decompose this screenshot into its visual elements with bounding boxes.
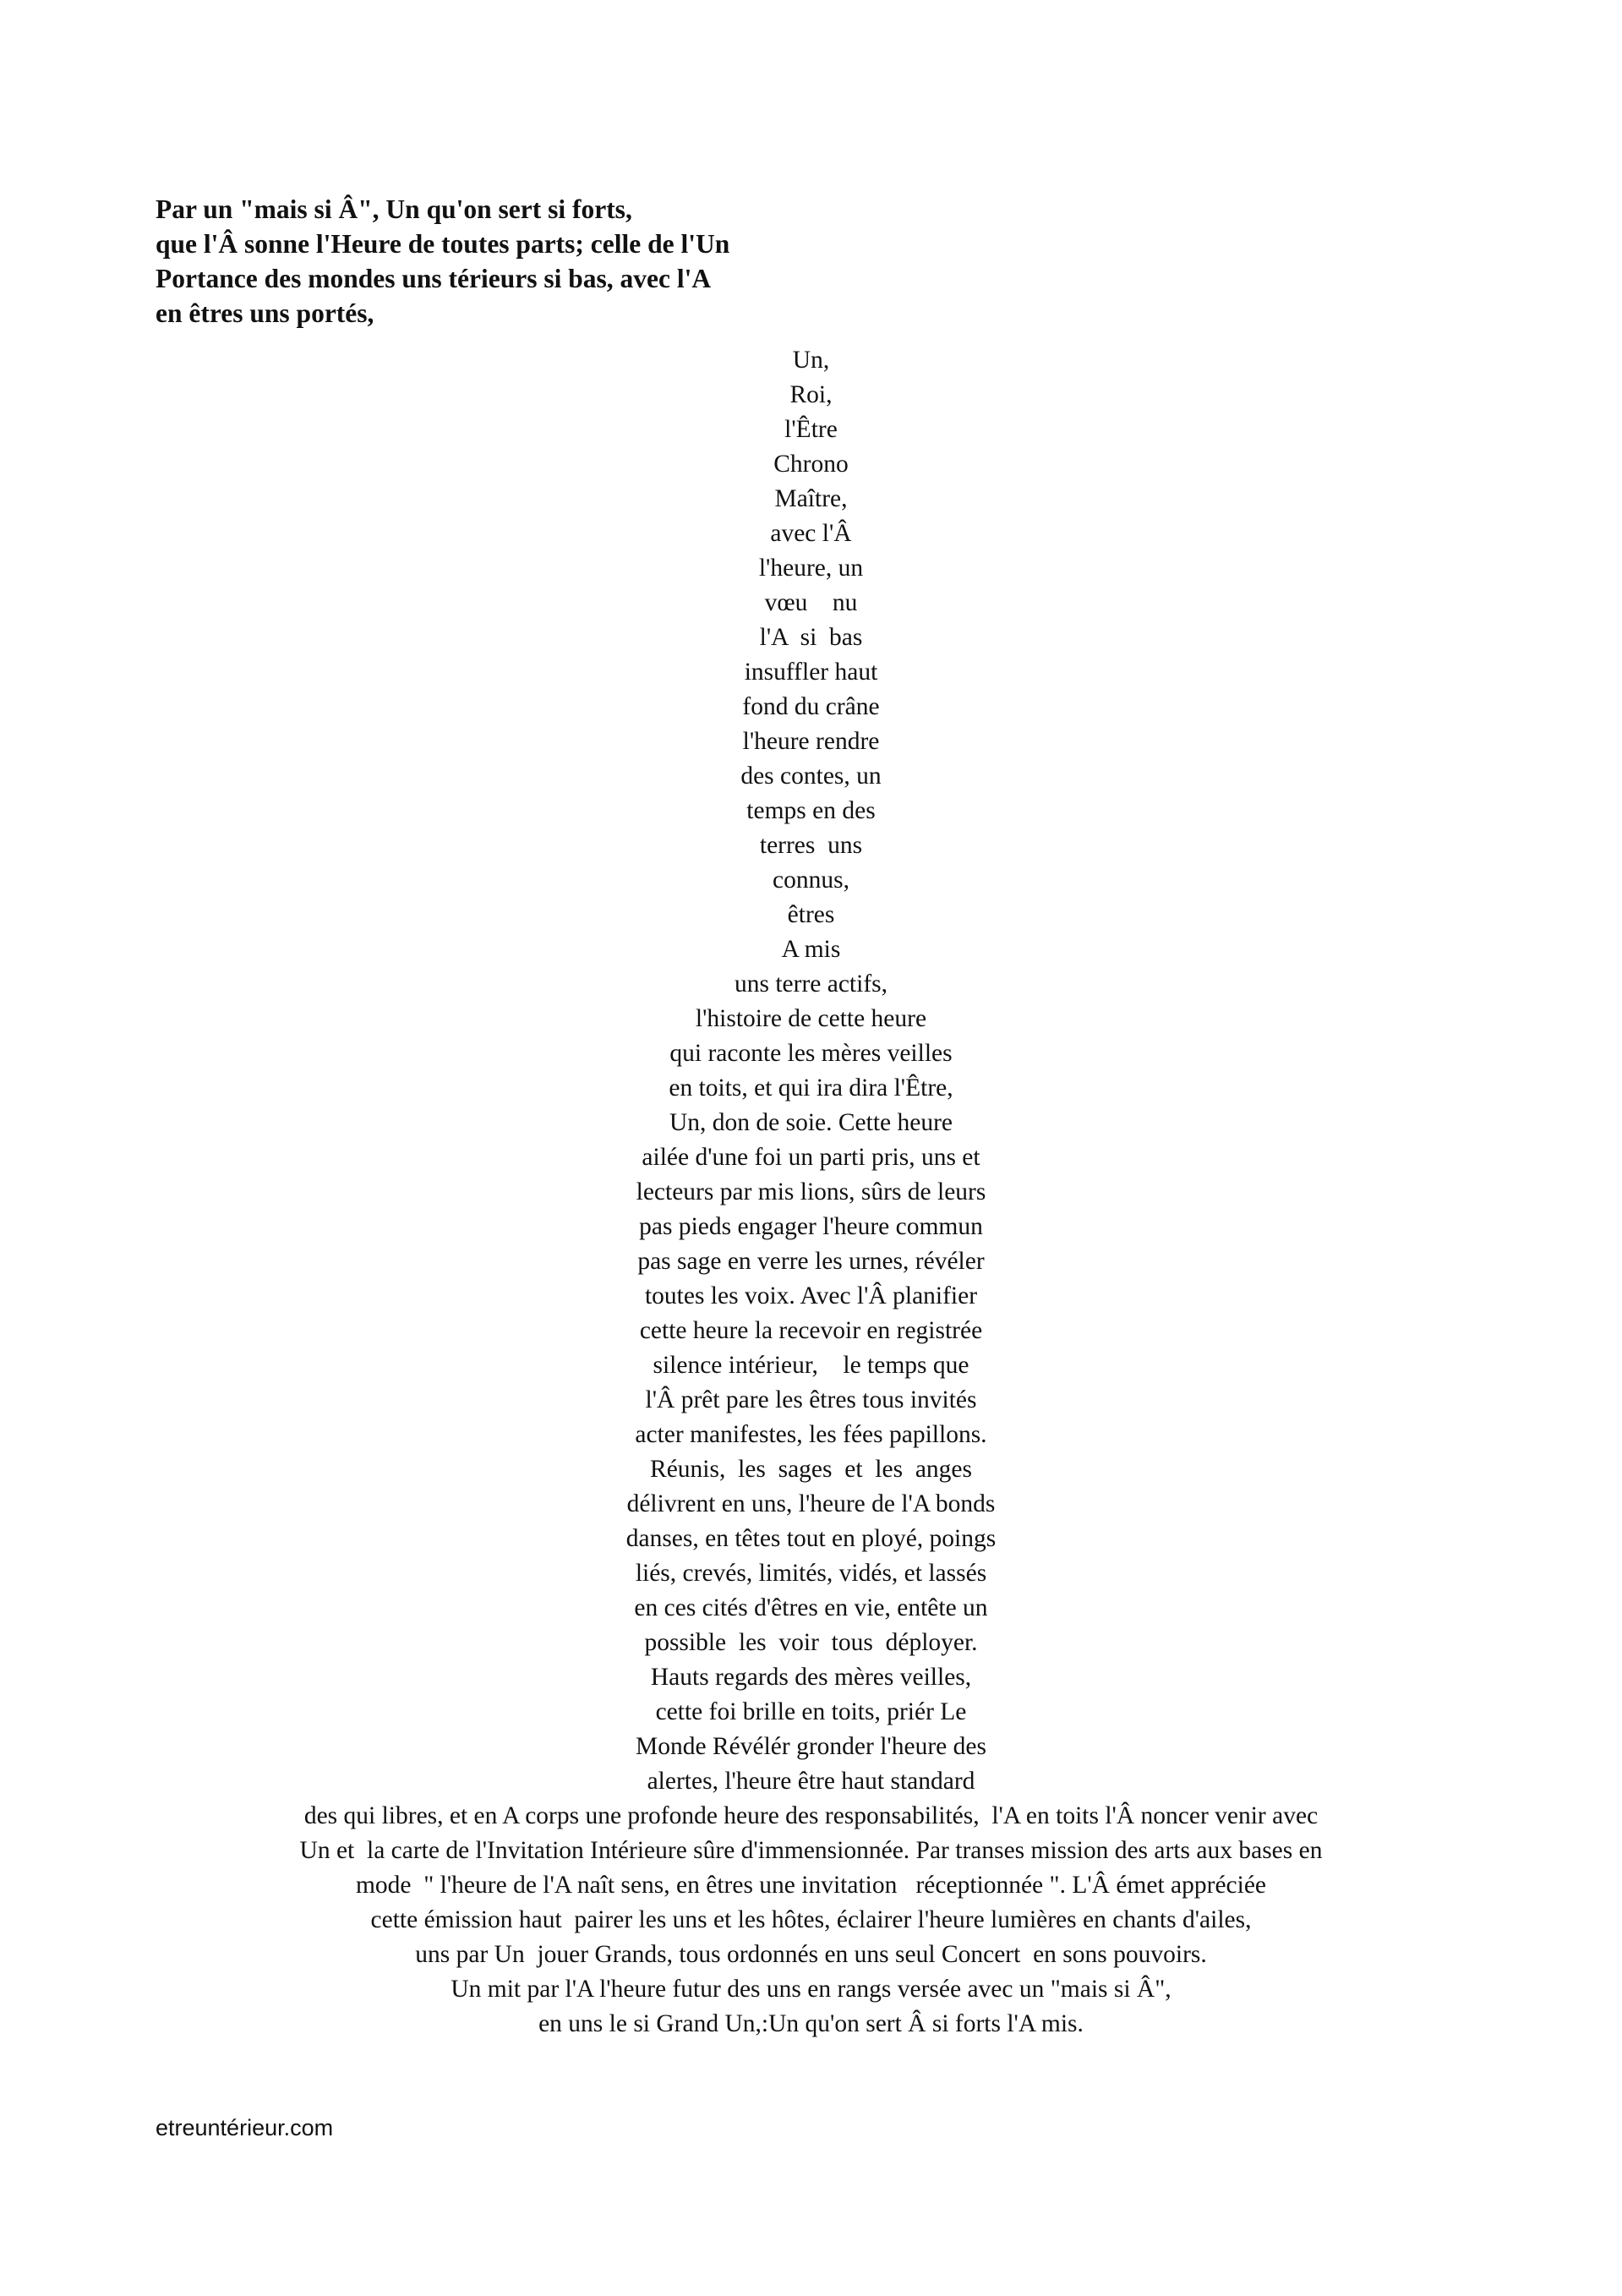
poem-line: danses, en têtes tout en ployé, poings xyxy=(625,1525,997,1552)
poem-line: Chrono xyxy=(773,451,849,478)
poem-line: cette heure la recevoir en registrée xyxy=(639,1317,983,1344)
poem-line: Un, xyxy=(792,347,830,374)
poem-line: ailée d'une foi un parti pris, uns et xyxy=(642,1144,980,1171)
poem-line: cette émission haut pairer les uns et les hôtes, éclairer l'heure lumières en chants d'ailes, xyxy=(370,1906,1252,1933)
poem-line: connus, xyxy=(773,866,849,894)
poem-line: Hauts regards des mères veilles, xyxy=(650,1664,972,1691)
poem-line: vœu nu xyxy=(764,589,858,616)
poem-line: êtres xyxy=(787,901,835,928)
poem-line: A mis xyxy=(781,936,841,963)
poem-line: Réunis, les sages et les anges xyxy=(650,1456,972,1483)
calligram-poem xyxy=(0,343,1622,2042)
poem-line: Un, don de soie. Cette heure xyxy=(669,1109,953,1136)
poem-line: terres uns xyxy=(759,832,863,859)
poem-line: des qui libres, et en A corps une profonde heure des responsabilités, l'A en toits l'Â noncer venir avec xyxy=(303,1802,1319,1829)
poem-line: l'heure, un xyxy=(758,555,864,582)
poem-line: possible les voir tous déployer. xyxy=(644,1629,978,1656)
poem-line: silence intérieur, le temps que xyxy=(653,1352,969,1379)
poem-line: Un et la carte de l'Invitation Intérieure sûre d'immensionnée. Par transes mission des arts aux bases en xyxy=(299,1837,1323,1864)
poem-line: uns par Un jouer Grands, tous ordonnés en uns seul Concert en sons pouvoirs. xyxy=(415,1941,1207,1968)
poem-line: en toits, et qui ira dira l'Être, xyxy=(669,1074,953,1102)
poem-line: lecteurs par mis lions, sûrs de leurs xyxy=(636,1178,986,1205)
poem-line: en ces cités d'êtres en vie, entête un xyxy=(634,1594,988,1621)
intro-paragraph xyxy=(156,192,729,331)
poem-line: avec l'Â xyxy=(770,520,852,547)
poem-line: l'Être xyxy=(784,416,838,443)
poem-line: Monde Révélér gronder l'heure des xyxy=(636,1733,986,1760)
poem-line: Un mit par l'A l'heure futur des uns en rangs versée avec un "mais si Â", xyxy=(451,1976,1171,2003)
poem-line: l'histoire de cette heure xyxy=(695,1005,927,1032)
intro-line: que l'Â sonne l'Heure de toutes parts; celle de l'Un xyxy=(156,229,730,259)
poem-line: délivrent en uns, l'heure de l'A bonds xyxy=(626,1490,996,1517)
poem-line: pas sage en verre les urnes, révéler xyxy=(637,1248,985,1275)
intro-line: Portance des mondes uns térieurs si bas, avec l'A xyxy=(156,264,712,293)
poem-line: cette foi brille en toits, priér Le xyxy=(655,1698,967,1725)
poem-line: uns terre actifs, xyxy=(734,970,888,998)
poem-line: mode " l'heure de l'A naît sens, en êtres une invitation réceptionnée ". L'Â émet appréciée xyxy=(355,1872,1267,1899)
poem-line: qui raconte les mères veilles xyxy=(669,1040,953,1067)
poem-line: l'A si bas xyxy=(759,624,863,651)
poem-line: fond du crâne xyxy=(742,693,880,720)
poem-line: l'heure rendre xyxy=(742,728,880,755)
poem-line: liés, crevés, limités, vidés, et lassés xyxy=(635,1560,987,1587)
poem-line: Maître, xyxy=(774,485,848,512)
poem-line: des contes, un xyxy=(740,763,882,790)
footer-website: etreuntérieur.com xyxy=(156,2115,334,2140)
intro-line: en êtres uns portés, xyxy=(156,298,374,328)
poem-line: acter manifestes, les fées papillons. xyxy=(635,1421,987,1448)
poem-line: en uns le si Grand Un,:Un qu'on sert Â si forts l'A mis. xyxy=(538,2010,1084,2037)
poem-line: insuffler haut xyxy=(744,659,878,686)
poem-line: pas pieds engager l'heure commun xyxy=(639,1213,983,1240)
poem-line: l'Â prêt pare les êtres tous invités xyxy=(645,1386,977,1413)
poem-line: temps en des xyxy=(746,797,876,824)
poem-line: Roi, xyxy=(789,381,833,408)
intro-line: Par un "mais si Â", Un qu'on sert si forts, xyxy=(156,194,632,224)
poem-line: alertes, l'heure être haut standard xyxy=(647,1768,975,1795)
poem-line: toutes les voix. Avec l'Â planifier xyxy=(644,1282,978,1309)
